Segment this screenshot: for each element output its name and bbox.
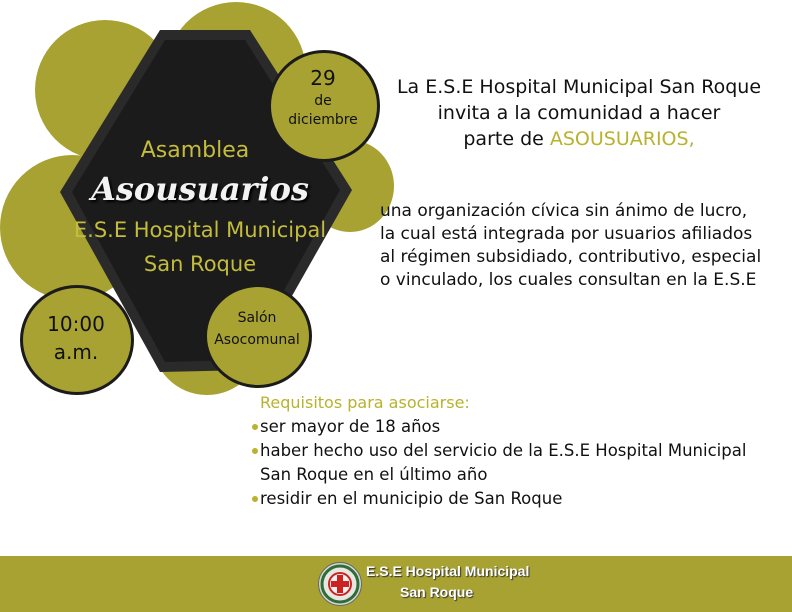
bullet-icon	[252, 448, 258, 454]
requirement-item: residir en el municipio de San Roque	[252, 487, 772, 511]
requirement-item-continuation: San Roque en el último año	[260, 465, 488, 484]
footer-line1: E.S.E Hospital Municipal	[366, 563, 530, 579]
intro-line1: La E.S.E Hospital Municipal San Roque	[396, 76, 762, 98]
intro-line2: invita a la comunidad a hacer	[437, 102, 721, 124]
intro-line3-prefix: parte de	[463, 128, 550, 150]
description-line3: al régimen subsidiado, contributivo, especial	[380, 247, 762, 267]
description-line1: una organización cívica sin ánimo de lucro,	[380, 201, 748, 221]
place-line2: Asocomunal	[214, 332, 300, 348]
description-line2: la cual está integrada por usuarios afiliados	[380, 224, 753, 244]
time-ampm: a.m.	[53, 340, 99, 364]
requirements-list	[252, 415, 772, 511]
date-month: diciembre	[288, 112, 358, 128]
hexagon-line-san-roque: San Roque	[143, 252, 257, 276]
hexagon-line-asousuarios: Asousuarios	[91, 170, 309, 208]
hexagon-line-asamblea: Asamblea	[140, 138, 250, 163]
requirements-title: Requisitos para asociarse:	[260, 393, 470, 412]
intro-line3	[372, 126, 786, 152]
date-day: 29	[310, 66, 336, 90]
time-hour: 10:00	[47, 312, 105, 336]
place-line1: Salón	[237, 310, 277, 326]
hexagon-line-hospital: E.S.E Hospital Municipal	[73, 218, 327, 242]
description-paragraph	[380, 200, 780, 292]
intro-paragraph	[372, 74, 786, 152]
intro-line3-accent: ASOUSUARIOS,	[549, 128, 695, 150]
description-line4: o vinculado, los cuales consultan en la E.S.E	[380, 270, 757, 290]
bullet-icon	[252, 496, 258, 502]
bullet-icon	[252, 424, 258, 430]
hospital-logo-icon	[318, 562, 362, 606]
requirement-item: haber hecho uso del servicio de la E.S.E Hospital Municipal	[252, 439, 772, 463]
date-de: de	[314, 93, 332, 109]
requirement-item: ser mayor de 18 años	[252, 415, 772, 439]
footer-line2: San Roque	[400, 584, 474, 600]
